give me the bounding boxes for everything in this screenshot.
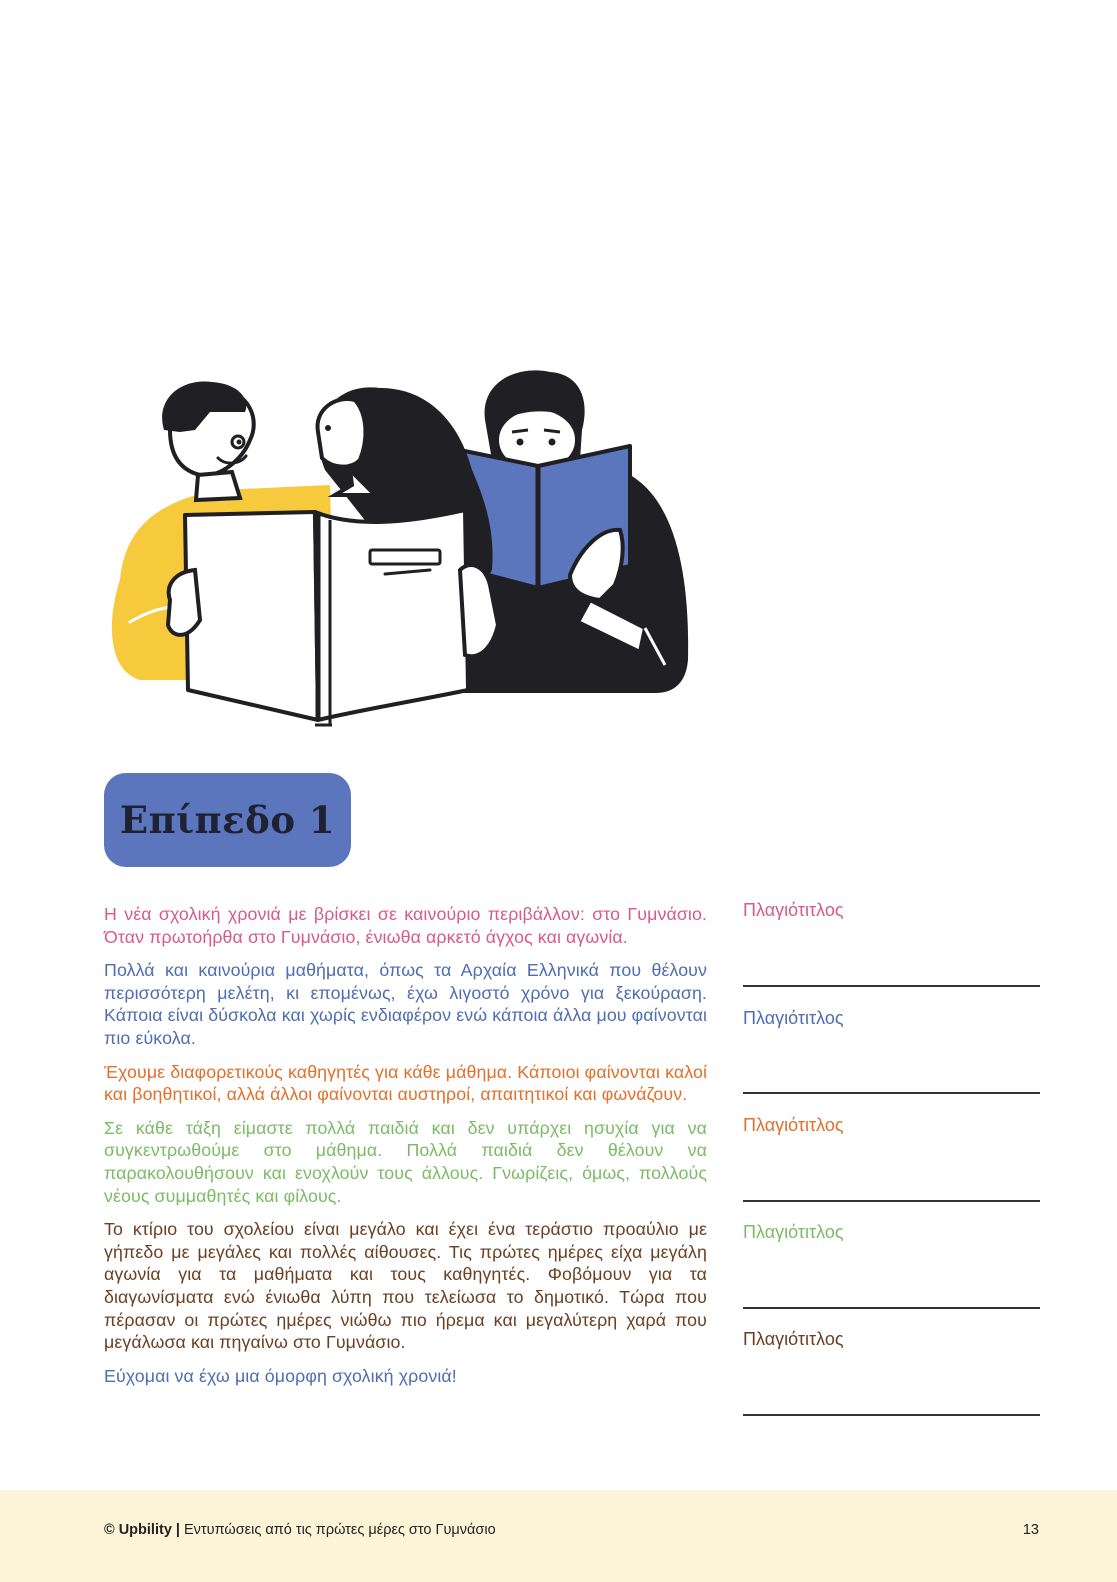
footer-text: [104, 1522, 496, 1538]
footer-brand: © Upbility: [104, 1522, 172, 1538]
story-text: [104, 903, 707, 1398]
sidenote-label: Πλαγιότιτλος: [743, 900, 844, 920]
sidenote-label: Πλαγιότιτλος: [743, 1329, 844, 1349]
paragraph-2: Πολλά και καινούρια μαθήματα, όπως τα Αρχαία Ελληνικά που θέλουν περισσότερη μελέτη, κι επομένως, έχω λιγοστό χρόνο για ξεκούραση. Κάποια είναι δύσκολα και χωρίς ενδιαφέρον ενώ κάποια άλλα μου φαίνονται πιο εύκολα.: [104, 960, 708, 1048]
paragraph-3: Έχουμε διαφορετικούς καθηγητές για κάθε μάθημα. Κάποιοι φαίνονται καλοί και βοηθητικοί, αλλά άλλοι φαίνονται αυστηροί, απαιτητικοί και φωνάζουν.: [104, 1061, 707, 1105]
sidenote-label: Πλαγιότιτλος: [743, 1115, 844, 1135]
paragraph-5: Το κτίριο του σχολείου είναι μεγάλο και έχει ένα τεράστιο προαύλιο με γήπεδο με μεγάλες και πολλές αίθουσες. Τις πρώτες ημέρες είχα μεγάλη αγωνία για τα μαθήματα και τους καθηγητές. Φοβόμουν για τα διαγωνίσματα ενώ ένιωθα λύπη που τελείωσα το δημοτικό. Τώρα που πέρασαν οι πρώτες ημέρες νιώθω πιο ήρεμα και μεγαλύτερη χαρά που μεγάλωσα και πηγαίνω στο Γυμνάσιο.: [104, 1219, 707, 1353]
page-footer: [0, 1490, 1117, 1582]
level-title: Επίπεδο 1: [119, 798, 336, 842]
sidenote-line: [743, 985, 1040, 987]
sidenote-line: [743, 1414, 1040, 1416]
page-number: 13: [1022, 1522, 1039, 1538]
sidenote-line: [743, 1092, 1040, 1094]
sidenote-line: [743, 1307, 1040, 1309]
sidenote-label: Πλαγιότιτλος: [743, 1222, 844, 1242]
footer-separator: |: [175, 1522, 180, 1538]
paragraph-1: Η νέα σχολική χρονιά με βρίσκει σε καινούριο περιβάλλον: στο Γυμνάσιο. Όταν πρωτοήρθα στο Γυμνάσιο, ένιωθα αρκετό άγχος και αγωνία.: [104, 904, 707, 947]
people-reading-books-icon: [100, 360, 700, 735]
sidenote-line: [743, 1200, 1040, 1202]
sidenote-label: Πλαγιότιτλος: [743, 1008, 844, 1028]
paragraph-6: Εύχομαι να έχω μια όμορφη σχολική χρονιά!: [104, 1365, 457, 1386]
level-badge: [104, 773, 351, 867]
footer-title: Εντυπώσεις από τις πρώτες μέρες στο Γυμνάσιο: [184, 1522, 496, 1538]
paragraph-4: Σε κάθε τάξη είμαστε πολλά παιδιά και δεν υπάρχει ησυχία για να συγκεντρωθούμε στο μάθημα. Πολλά παιδιά δεν θέλουν να παρακολουθήσουν και ενοχλούν τους άλλους. Γνωρίζεις, όμως, πολλούς νέους συμμαθητές και φίλους.: [104, 1117, 707, 1206]
